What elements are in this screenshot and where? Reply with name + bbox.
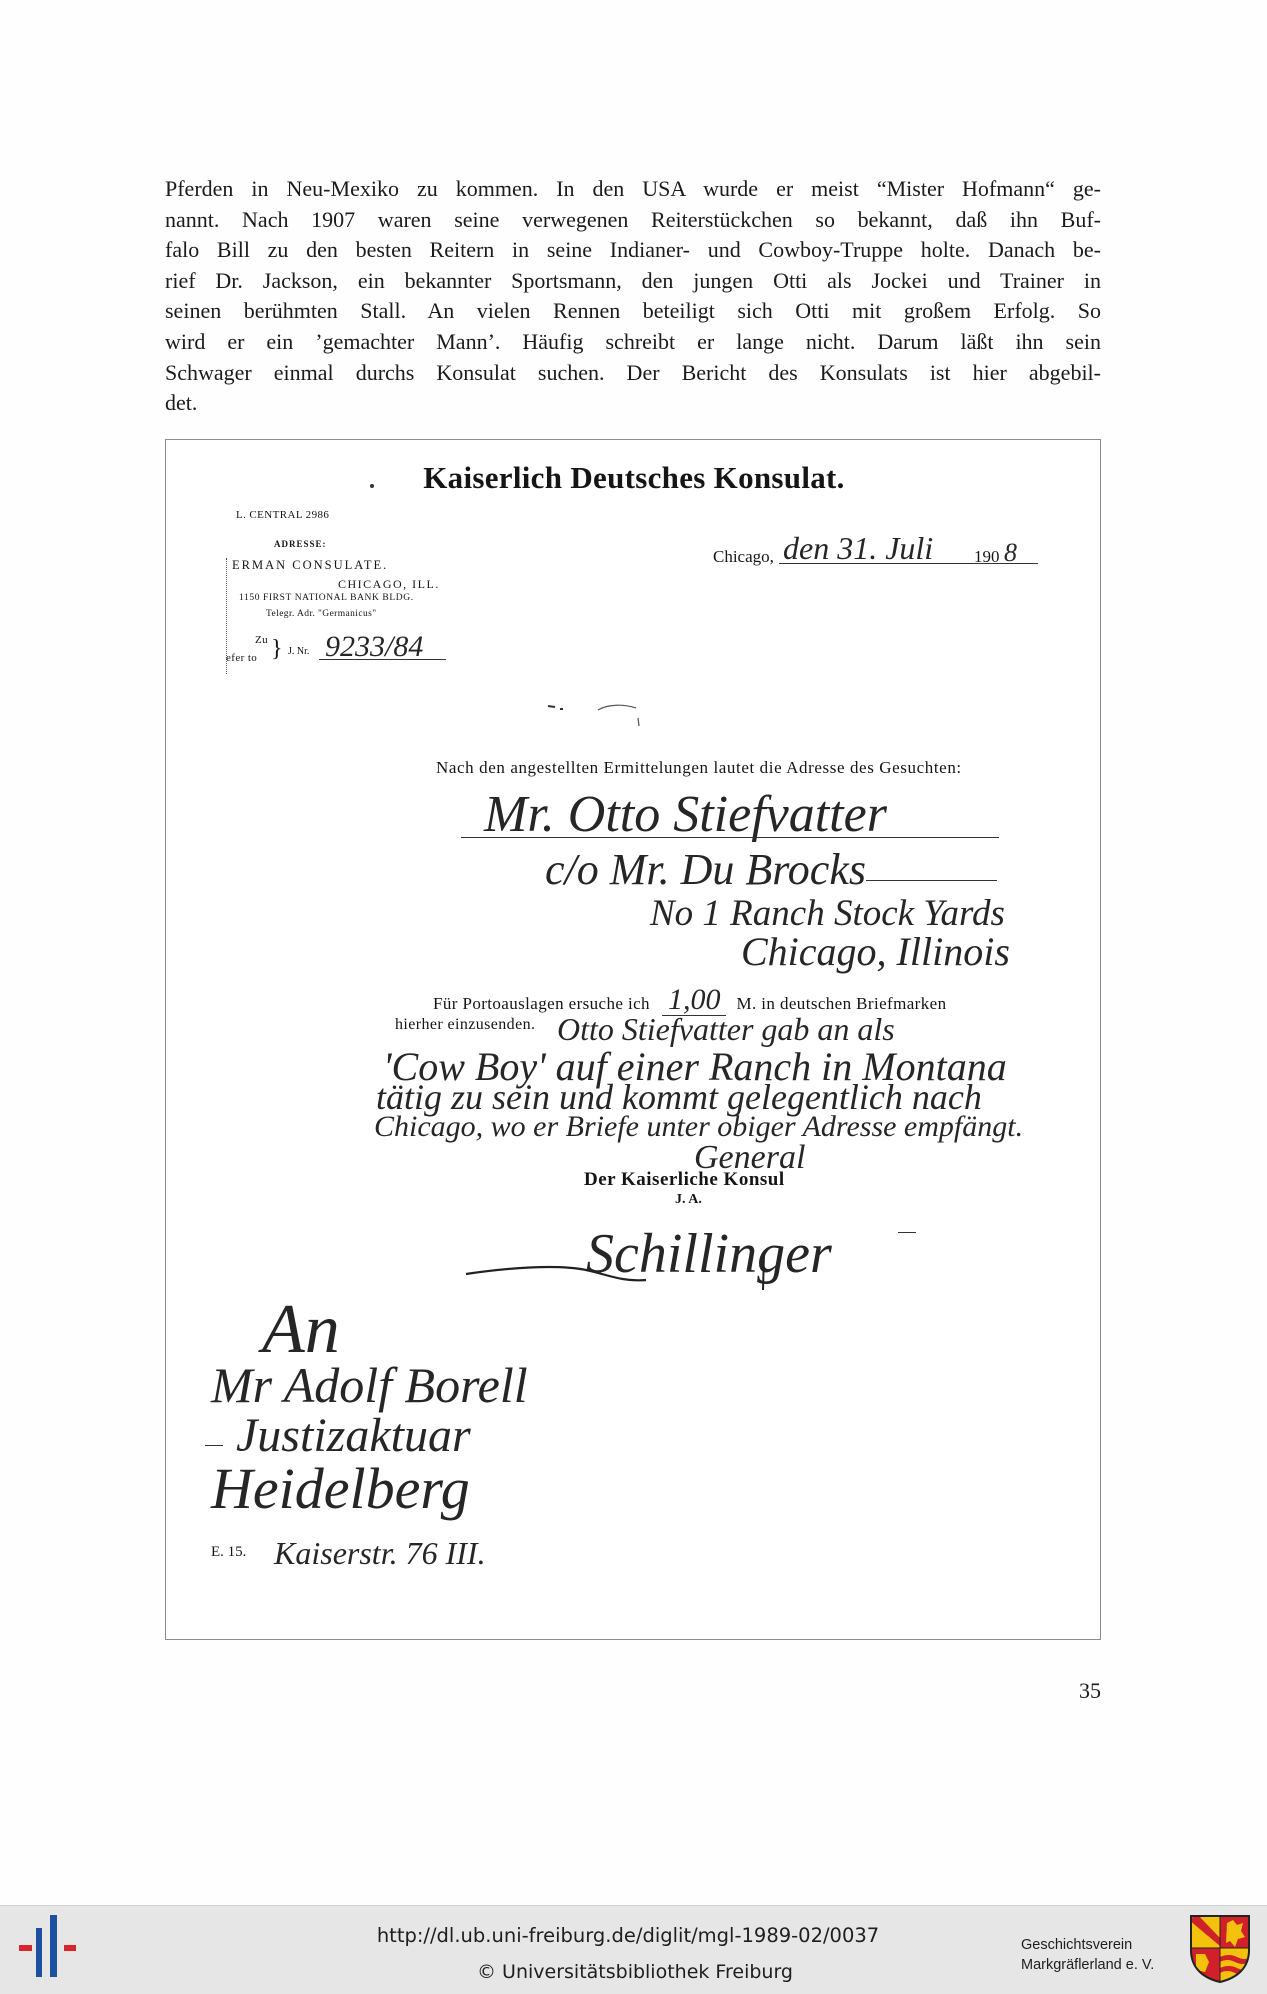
recipient-dash	[205, 1445, 223, 1446]
paragraph-line: Schwager einmal durchs Konsulat suchen. Der Bericht des Konsulats ist hier abgebil-	[165, 359, 1101, 385]
note-line: Chicago, wo er Briefe unter obiger Adresse empfängt.	[374, 1110, 1024, 1143]
ub-freiburg-logo-icon	[0, 1906, 90, 1994]
recipient-street: Kaiserstr. 76 III.	[274, 1535, 486, 1571]
document-url-link[interactable]: http://dl.ub.uni-freiburg.de/diglit/mgl-1989-02/0037	[376, 1924, 880, 1947]
library-footer	[0, 1905, 1267, 1994]
letterhead-city: CHICAGO, ILL.	[338, 577, 440, 591]
letterhead-consulate: ERMAN CONSULATE.	[232, 558, 389, 572]
postage-text-before: Für Portoauslagen ersuche ich	[433, 994, 650, 1013]
inquiry-text: Nach den angestellten Ermittelungen lautet die Adresse des Gesuchten:	[436, 758, 962, 777]
reference-label: J. Nr.	[288, 646, 310, 657]
reference-refer-to: efer to	[226, 652, 258, 664]
paragraph-line: Pferden in Neu-Mexiko zu kommen. In den USA wurde er meist “Mister Hofmann“ ge-	[165, 176, 1101, 201]
paragraph-line: det.	[165, 390, 198, 416]
logo-red-dash	[64, 1945, 76, 1951]
postage-send-text: hierher einzusenden.	[395, 1016, 536, 1033]
postage-text-after: M. in deutschen Briefmarken	[736, 994, 947, 1013]
date-year-printed: 190	[974, 547, 1000, 566]
address-underline	[461, 837, 999, 838]
letterhead-address-label: ADRESSE:	[274, 539, 327, 549]
signer-on-behalf: J. A.	[675, 1192, 702, 1207]
reference-underline	[319, 659, 446, 660]
coat-of-arms-icon	[1189, 1914, 1251, 1984]
logo-red-dash	[19, 1945, 32, 1951]
signer-title: Der Kaiserliche Konsul	[584, 1169, 785, 1190]
address-line: No 1 Ranch Stock Yards	[650, 893, 1005, 934]
letter-title: Kaiserlich Deutsches Konsulat.	[423, 460, 845, 495]
postage-amount: 1,00	[662, 985, 727, 1016]
date-underline	[779, 563, 1038, 564]
recipient-name: Mr Adolf Borell	[211, 1357, 528, 1413]
ink-dot	[370, 484, 374, 488]
address-line: Mr. Otto Stiefvatter	[484, 786, 887, 843]
paragraph-line: nannt. Nach 1907 waren seine verwegenen Reiterstückchen so bekannt, daß ihn Buf-	[165, 206, 1101, 232]
recipient-an: An	[262, 1291, 340, 1368]
paragraph-line: seinen berühmten Stall. An vielen Rennen beteiligt sich Otti mit großem Erfolg. So	[165, 298, 1101, 324]
copyright-text: © Universitätsbibliothek Freiburg	[477, 1961, 793, 1983]
note-line: 'Cow Boy' auf einer Ranch in Montana	[383, 1044, 1007, 1089]
date-place: Chicago,	[713, 547, 774, 566]
page-number: 35	[1079, 1678, 1101, 1703]
letterhead-telegram: Telegr. Adr. "Germanicus"	[266, 609, 377, 619]
body-paragraph	[165, 174, 1101, 419]
recipient-city: Heidelberg	[211, 1456, 470, 1521]
recipient-profession: Justizaktuar	[236, 1409, 471, 1462]
address-line: c/o Mr. Du Brocks	[545, 845, 866, 894]
logo-blue-bar	[36, 1928, 42, 1977]
note-line: tätig zu sein und kommt gelegentlich nach	[376, 1077, 982, 1117]
reference-zu: Zu	[255, 634, 269, 646]
date-day-month: den 31. Juli	[783, 530, 934, 566]
logo-blue-bar	[50, 1915, 57, 1977]
date-year-handwritten: 8	[1004, 538, 1017, 567]
signature-dash	[898, 1232, 916, 1233]
letterhead-building: 1150 FIRST NATIONAL BANK BLDG.	[239, 593, 414, 603]
signer-rank: General	[694, 1139, 806, 1176]
consulate-letter-scan	[165, 439, 1101, 1640]
pen-marks	[546, 698, 656, 738]
society-name-line1: Geschichtsverein	[1021, 1937, 1133, 1953]
signature: Schillinger	[586, 1223, 832, 1285]
reference-brace: }	[271, 636, 283, 662]
signature-flourish	[446, 1230, 786, 1300]
note-line: Otto Stiefvatter gab an als	[557, 1011, 895, 1047]
paragraph-line: rief Dr. Jackson, ein bekannter Sportsmann, den jungen Otti als Jockei und Trainer in	[165, 267, 1101, 293]
society-name-line2: Markgräflerland e. V.	[1021, 1957, 1155, 1973]
reference-number: 9233/84	[325, 630, 424, 663]
paragraph-line: wird er ein ’gemachter Mann’. Häufig schreibt er lange nicht. Darum läßt ihn sein	[165, 328, 1101, 354]
address-line: Chicago, Illinois	[741, 929, 1010, 974]
recipient-district: E. 15.	[211, 1544, 247, 1560]
paragraph-line: falo Bill zu den besten Reitern in seine Indianer- und Cowboy-Truppe holte. Danach be-	[165, 237, 1101, 263]
letterhead-phone: L. CENTRAL 2986	[236, 509, 330, 521]
address-underline	[866, 880, 997, 881]
